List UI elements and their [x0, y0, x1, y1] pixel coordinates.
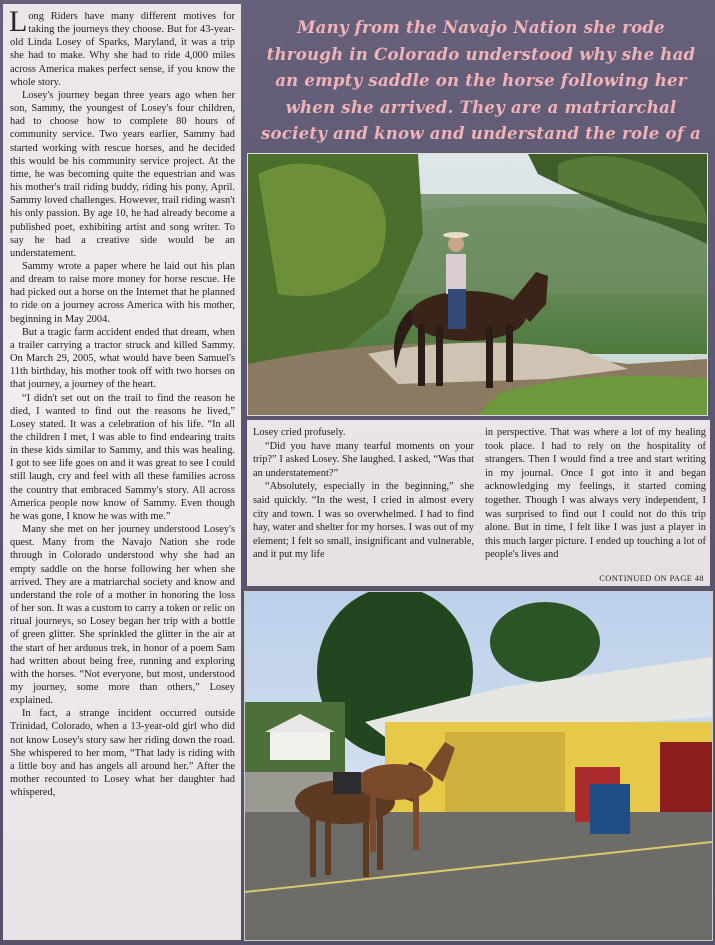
article-paragraph-1	[9, 5, 235, 89]
paragraph-text: ong Riders have many different motives for taking the journeys they choose. But for 43-year-old Linda Losey of Sparks, Maryland, it was a trip she had to make. Why she had to ride 4,000 miles across America makes perfect sense, if you know the whole story.	[10, 11, 235, 88]
photo-rider-on-overlook	[247, 153, 708, 416]
article-middle-text	[247, 420, 710, 586]
drop-cap: L	[9, 5, 28, 38]
article-paragraph-5: “I didn't set out on the trail to find the reason he died, I wanted to find out the reasons he lived,” Losey stated. It was a celebration of his life. “In all the children I met, I was able to find endearing traits in these kids similar to Sammy, and this was healing. I got to see life goes on and it was great to see I could still laugh, cry and feel with all these families across the country that embraced Sammy's story. All across America people now know of Sammy. Even though he was gone, I know he was with me.”	[10, 392, 235, 522]
pull-quote: Many from the Navajo Nation she rode through in Colorado understood why she had an empty saddle on the horse following her when she arrived. They are a matriarchal society and know and understand the role of a	[260, 17, 702, 143]
horses-photo-illustration	[245, 592, 712, 940]
article-paragraph-3: Sammy wrote a paper where he laid out his plan and dream to raise more money for horse rescue. He had picked out a horse on the Internet that he planned to ride on a journey across America with his mother, beginning in May 2004.	[10, 260, 235, 325]
article-left-column	[3, 4, 241, 940]
article-paragraph-6: Many she met on her journey understood Losey's quest. Many from the Navajo Nation she rode through in Colorado understood why she had an empty saddle on the horse following her when she arrived. They are a matriarchal society and know and understand the role of a mother in honoring the loss of her son. It was a custom to carry a token or relic on ritual journeys, so Losey began her trip with a bottle of green glitter. She sprinkled the glitter in the air at the start of her arduous trek, in honor of a poem Sam had written about being free, running and exploring with the horses. “Not everyone, but most, understood my journey, some more than others,” Losey explained.	[10, 524, 235, 707]
rider-photo-illustration	[248, 154, 707, 415]
photo-horses-at-restaurant	[244, 591, 713, 941]
article-paragraph-4: But a tragic farm accident ended that dream, when a trailer carrying a tractor struck and killed Sammy. On March 29, 2005, what would have been Samuel's 11th birthday, his mother took off with two horses on that journey, a journey of the heart.	[10, 326, 235, 391]
article-paragraph-7: In fact, a strange incident occurred outside Trinidad, Colorado, when a 13-year-old girl who did not know Losey's story saw her riding down the road. She whispered to her mom, “That lady is riding with a little boy and has angels all around her.” After the mother recounted to Losey what her daughter had whispered,	[10, 708, 235, 799]
middle-paragraph-4: in perspective. That was where a lot of my healing took place. I had to rely on the hospitality of strangers. Then I would find a tree and start writing in my journal. Once I got into it and began acknowledging my feelings, it started coming together. Though I was always very independent, I was surprised to find out I could not do this trip alone. But in time, I felt like I was just a player in this much larger picture. I ended up touching a lot of people's lives and	[485, 427, 706, 561]
continued-on-page-label: CONTINUED ON PAGE 48	[599, 574, 704, 583]
middle-paragraph-2: “Did you have many tearful moments on your trip?” I asked Losey. She laughed. I asked, “Was that an understatement?”	[253, 440, 474, 479]
article-paragraph-2: Losey's journey began three years ago when her son, Sammy, the youngest of Losey's four children, had to choose how to complete 80 hours of community service. Two years earlier, Sammy had started working with rescue horses, and he decided this would be his community service project. At the time, he was becoming quite the equestrian and was his mother's trail riding buddy, riding his pony, April. Sammy loved challenges. However, trail riding wasn't his only passion. By age 10, he had already become a published poet, exhibiting artist and song writer. To say he had a creative side would be an understatement.	[10, 89, 235, 259]
middle-column-1	[253, 426, 474, 562]
middle-paragraph-3: “Absolutely, especially in the beginning,” she said quickly. “In the west, I cried in almost every city and town. I was so overwhelmed. I had to find hay, water and shelter for my horses. I was out of my element; I felt so small, insignificant and vulnerable, and it put my life	[253, 481, 474, 561]
middle-paragraph-1: Losey cried profusely.	[253, 427, 346, 438]
middle-column-2	[485, 426, 706, 562]
